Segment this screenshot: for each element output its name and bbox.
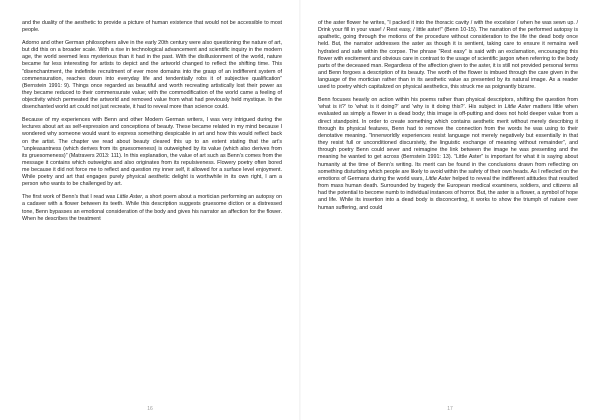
text-run: of the aster flower he writes, “I packed it into the thoracic cavity / with the excelsior / when he was sewn up. / Drink your fill in your vase! / Rest easy, / little aster!” (Benn 10-15). The narration of the performed autopsy is apathetic, going through the motions of the procedure without consideration to the life the dead body once held. But, the narrator addresses the aster as though it is sentient, taking care to ensure it remains well hydrated and safe within the corpse. The phrase “Rest easy” is said with an exclamation, encouraging this flower with excitement and obvious care in contrast to the usage of scientific jargon when referring to the body parts of the deceased man. Regardless of the affection given to the aster, it is still not provided personal terms and Benn forgoes a description of its beauty. The worth of the flower is imbued through the care given in the language of the mortician rather than in its aesthetic value as presented by its natural image. As a reader used to poetry which capitalized on physical aesthetics, this struck me as poignantly bizarre. — [318, 20, 578, 91]
text-run: matters little when evaluated as simply a flower in a dead body; this image is off-putting and does not hold deeper value from a direct standpoint. In order to create something which contains aesthetic merit without merely describing it through its physical features, Benn had to remove the connection from the words he was using to their denotative meaning. “Innerworldly experiences resist language not merely negatively but essentially in that they resist full or unconditioned discursivity, the linguistic exchange of meaning without remainder”, and through poetry Benn could sever and reimagine the link between the image he was presenting and the meaning he wanted to get across (Bernstein 1991: 13). “Little Aster” is important for what it is saying about humanity at the time of Benn’s writing. Its merit can be found in the conclusions drawn from reflecting on something disturbing which people are likely to avoid within the safety of their own heads. As I reflected on the emotions of Germans during the world wars, — [318, 104, 578, 182]
paragraph — [22, 20, 282, 34]
left-page-body — [22, 20, 282, 223]
paragraph — [318, 97, 578, 212]
text-run: , a short poem about a mortician performing an autopsy on a cadaver with a flower between its teeth. While this description suggests gruesome diction or a distressed tone, Benn bypasses an emotional consideration of the body and gives his narrator an affection for the flower. When he describes the treatment — [22, 194, 282, 222]
paragraph — [22, 40, 282, 112]
right-page — [300, 0, 600, 420]
text-run: and the duality of the aesthetic to provide a picture of human existence that would not be accessible to most people. — [22, 20, 282, 34]
text-run: Adorno and other German philosophers alive in the early 20th century were also questioning the nature of art, but did this on a broader scale. With a rise in technological advancement and scientific inquiry in the modern age, the world seemed less mysterious than it had in the past. With the disillusionment of the world, nature became far less interesting for artists to depict and the artworld changed to reflect the shifting time. This “disenchantment, the indefinite recruitment of ever more domains into the grasp of an indifferent system of commensuration, reaches down into everyday life and tendentially robs it of subjective qualification” (Bernstein 1991: 9). Things once regarded as beautiful and worth recreating artistically lost their power as they became reduced to their commensurate value; with the commodification of the world came a feeling of objectivity which permeated the artworld and removed value from what had previously held mystique. In the disenchanted world art could not just recreate, it had to reveal more than science could. — [22, 39, 282, 111]
text-run: helped to reveal the indifferent attitudes that resulted from mass human death. Surrounded by tragedy the European medical examiners, soldiers, and citizens all had the potential to become numb to individual instances of horror. But, the aster is a flower, a symbol of hope and life. While its insertion into a dead body is disconcerting, it works to show the triumph of nature over human suffering, and could — [318, 175, 578, 211]
text-run: Benn focuses heavily on action within his poems rather than physical descriptors, shifting the question from ‘what is it?’ to ‘what is it doing?’ and ‘why is it doing this?’. His subject in — [318, 97, 578, 111]
text-run: The first work of Benn’s that I read was — [22, 194, 117, 201]
italic-title: Little Aster — [425, 175, 451, 182]
italic-title: Little Aster — [116, 194, 143, 201]
paragraph — [318, 20, 578, 92]
page-number-right: 17 — [447, 406, 453, 412]
italic-title: Little Aster — [504, 104, 531, 111]
paragraph — [22, 117, 282, 189]
right-page-body — [318, 20, 578, 212]
page-number-left: 16 — [147, 406, 153, 412]
text-run: Because of my experiences with Benn and other Modern German writers, I was very intrigued during the lectures about art as self-expression and conceptions of beauty. These became related in my mind because I wondered why someone would want to express something despicable in art and how this would reflect back on the artist. The chapter we read about beauty cleared this up to an extent stating that the art’s “unpleasantness (which derives from its gruesomeness) is outweighed by its value (which also derives from its gruesomeness)” (Matravers 2013: 111). In this explanation, the value of art such as Benn’s comes from the message it contains which outweighs and also originates from its repulsiveness. Flowery poetry often bored me because it did not force me to reflect and question my inner self, it allowed for a surface level enjoyment. While poetry and art that engages purely physical aesthetic delight is worthwhile in its own right, I am a person who wants to be challenged by art. — [22, 117, 282, 188]
paragraph — [22, 194, 282, 223]
